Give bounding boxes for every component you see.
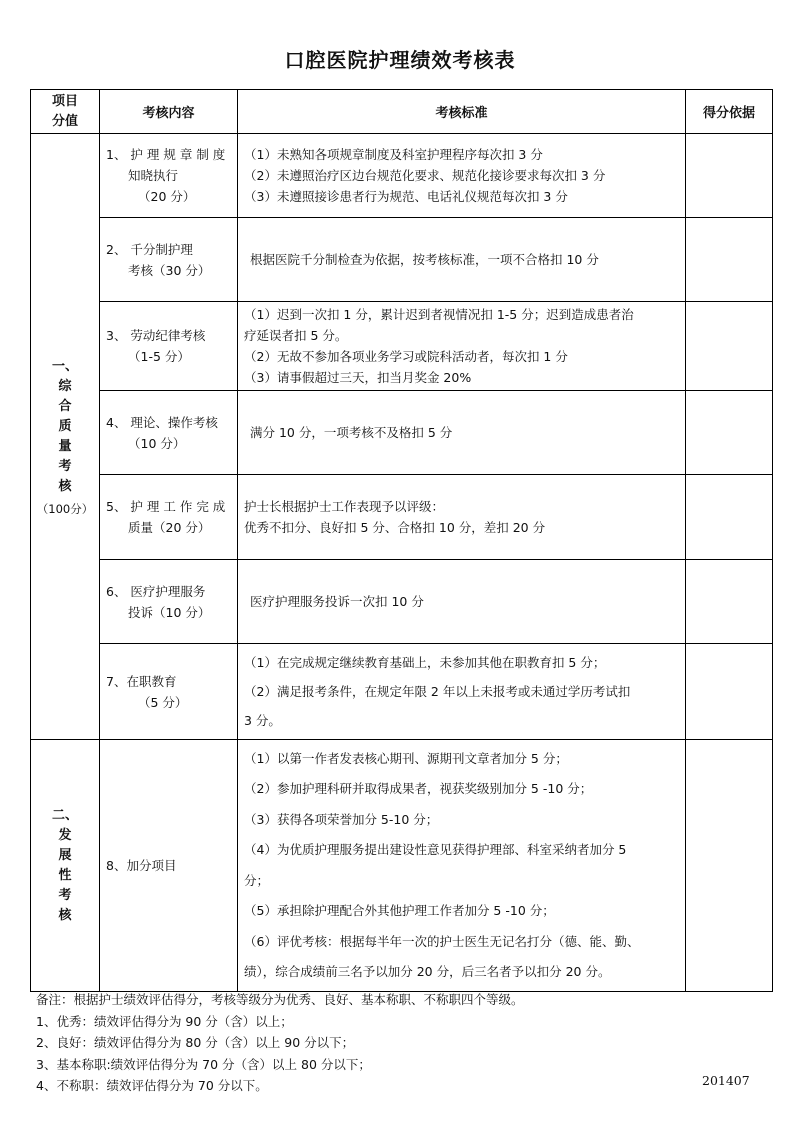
criteria-line: （2）满足报考条件，在规定年限 2 年以上未报考或未通过学历考试扣 [244,684,631,699]
category-score: （100分） [36,501,94,516]
table-row [31,644,773,740]
item-line: 4、 理论、操作考核 [106,414,218,430]
header-basis: 得分依据 [686,90,773,134]
page-title: 口腔医院护理绩效考核表 [284,48,516,72]
score-cell[interactable] [686,391,773,475]
table-header-row [31,90,773,134]
notes-section [36,989,776,1097]
item-line: 2、 千分制护理 [106,241,193,257]
criteria-line: （3）获得各项荣誉加分 5-10 分； [244,811,439,827]
category-char: 质 [58,418,72,434]
item-cell [100,644,238,740]
item-cell [100,391,238,475]
note-line: 4、不称职：绩效评估得分为 70 分以下。 [36,1078,268,1093]
category-char: 考 [58,458,72,474]
table-row [31,134,773,218]
item-line: 考核（30 分） [128,262,211,278]
category-char: 考 [58,887,72,903]
table-row [31,740,773,992]
criteria-line: （6）评优考核：根据每半年一次的护士医生无记名打分（德、能、勤、 [244,933,640,949]
criteria-cell [238,218,686,302]
header-score-label: 分值 [51,113,78,129]
category-char: 二、 [51,807,78,823]
criteria-cell [238,391,686,475]
table-row [31,302,773,391]
category-comprehensive [31,134,100,740]
criteria-line: （1）未熟知各项规章制度及科室护理程序每次扣 3 分 [244,147,543,162]
item-line: （5 分） [138,694,188,710]
criteria-line: （4）为优质护理服务提出建设性意见获得护理部、科室采纳者加分 5 [244,842,627,857]
note-line: 3、基本称职:绩效评估得分为 70 分（含）以上 80 分以下； [36,1056,371,1072]
criteria-cell [238,302,686,391]
criteria-line: 疗延误者扣 5 分。 [244,328,348,343]
item-line: （1-5 分） [128,349,190,364]
item-line: （10 分） [128,435,186,451]
item-line: 投诉（10 分） [128,604,211,620]
category-char: 一、 [51,358,78,374]
item-cell [100,218,238,302]
category-char: 核 [58,907,72,923]
item-cell [100,740,238,992]
note-line: 备注：根据护士绩效评估得分，考核等级分为优秀、良好、基本称职、不称职四个等级。 [36,992,524,1007]
criteria-cell [238,740,686,992]
table-row [31,560,773,644]
item-line: 7、在职教育 [106,673,177,689]
item-line: 8、加分项目 [106,858,177,873]
criteria-line: 医疗护理服务投诉一次扣 10 分 [250,594,424,609]
document-code: 201407 [702,1073,750,1088]
item-line: 质量（20 分） [128,520,211,535]
criteria-line: 3 分。 [244,713,281,728]
score-cell[interactable] [686,218,773,302]
criteria-line: 优秀不扣分、良好扣 5 分、合格扣 10 分，差扣 20 分 [244,520,546,535]
criteria-line: 分； [244,872,270,888]
item-line: 6、 医疗护理服务 [106,583,206,599]
note-line: 2、良好：绩效评估得分为 80 分（含）以上 90 分以下； [36,1035,355,1050]
criteria-cell [238,134,686,218]
item-line: 5、 护 理 工 作 完 成 [106,499,226,514]
item-line: 1、 护 理 规 章 制 度 [106,147,226,162]
header-item-label: 项目 [51,93,78,109]
criteria-cell [238,560,686,644]
header-item-score [31,90,100,134]
criteria-line: 护士长根据护士工作表现予以评级： [244,499,445,514]
category-char: 展 [58,847,72,863]
score-cell[interactable] [686,134,773,218]
category-char: 发 [58,827,72,843]
table-row [31,218,773,302]
category-development [31,740,100,992]
note-line: 1、优秀：绩效评估得分为 90 分（含）以上； [36,1013,293,1029]
category-char: 综 [58,378,72,394]
criteria-line: （2）未遵照治疗区边台规范化要求、规范化接诊要求每次扣 3 分 [244,168,606,183]
score-cell[interactable] [686,560,773,644]
criteria-line: （2）无故不参加各项业务学习或院科活动者，每次扣 1 分 [244,349,568,364]
assessment-table [30,89,773,992]
item-line: 3、 劳动纪律考核 [106,328,206,343]
item-cell [100,134,238,218]
category-char: 量 [58,438,72,454]
table-row [31,391,773,475]
category-char: 核 [58,478,72,494]
criteria-line: 满分 10 分，一项考核不及格扣 5 分 [250,425,453,440]
header-content: 考核内容 [100,90,238,134]
criteria-cell [238,644,686,740]
item-cell [100,475,238,560]
item-line: 知晓执行 [128,168,179,183]
item-line: （20 分） [138,189,196,204]
category-char: 性 [58,867,72,883]
criteria-line: （3）未遵照接诊患者行为规范、电话礼仪规范每次扣 3 分 [244,189,568,204]
criteria-line: 绩），综合成绩前三名予以加分 20 分，后三名者予以扣分 20 分。 [244,964,611,979]
criteria-cell [238,475,686,560]
criteria-line: （2）参加护理科研并取得成果者，视获奖级别加分 5 -10 分； [244,781,593,796]
criteria-line: （1）以第一作者发表核心期刊、源期刊文章者加分 5 分； [244,750,568,766]
item-cell [100,560,238,644]
item-cell [100,302,238,391]
header-criteria: 考核标准 [238,90,686,134]
score-cell[interactable] [686,475,773,560]
table-row [31,475,773,560]
score-cell[interactable] [686,644,773,740]
criteria-line: （5）承担除护理配合外其他护理工作者加分 5 -10 分； [244,903,555,918]
criteria-line: 根据医院千分制检查为依据，按考核标准，一项不合格扣 10 分 [250,252,599,267]
criteria-line: （1）迟到一次扣 1 分，累计迟到者视情况扣 1-5 分；迟到造成患者治 [244,307,634,322]
category-char: 合 [58,398,72,414]
criteria-line: （1）在完成规定继续教育基础上，未参加其他在职教育扣 5 分； [244,655,606,670]
score-cell[interactable] [686,740,773,992]
criteria-line: （3）请事假超过三天，扣当月奖金 20% [244,370,472,385]
score-cell[interactable] [686,302,773,391]
